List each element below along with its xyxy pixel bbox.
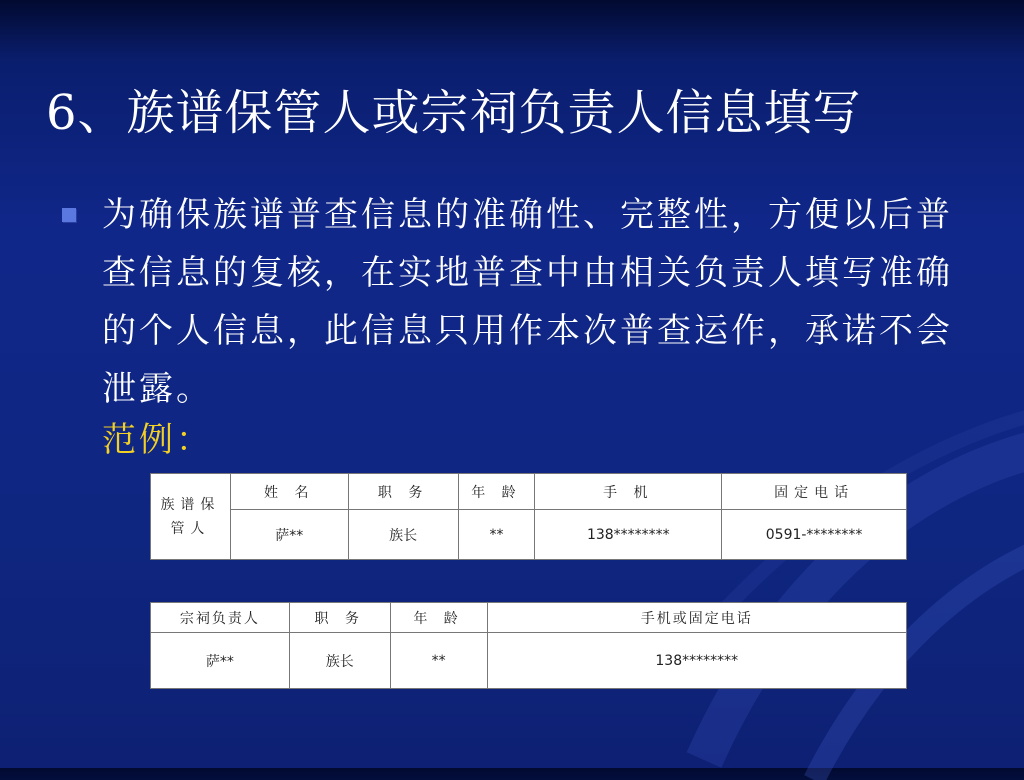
cell-phone: 138******** — [487, 633, 906, 689]
paragraph-text: 为确保族谱普查信息的准确性、完整性，方便以后普查信息的复核，在实地普查中由相关负责人填写准确的个人信息，此信息只用作本次普查运作，承诺不会泄露。 — [102, 195, 953, 409]
caretaker-info-table — [150, 473, 907, 560]
cell-position: 族长 — [289, 633, 390, 689]
row-label-caretaker — [151, 474, 231, 560]
cell-name: 萨** — [151, 633, 290, 689]
cell-age: ** — [390, 633, 487, 689]
header-age: 年 龄 — [458, 474, 535, 510]
header-phone: 手机或固定电话 — [487, 603, 906, 633]
cell-age: ** — [458, 510, 535, 560]
bullet-square-icon — [62, 208, 76, 222]
slide-title: 6、族谱保管人或宗祠负责人信息填写 — [46, 85, 862, 141]
example-label: 范例： — [102, 420, 213, 460]
header-landline: 固定电话 — [722, 474, 907, 510]
cell-position: 族长 — [348, 510, 458, 560]
decorative-swoosh — [664, 380, 1024, 780]
ancestral-hall-table — [150, 602, 907, 689]
header-name: 姓 名 — [230, 474, 348, 510]
row-label-line1: 族谱保 — [160, 496, 221, 513]
row-label-line2: 管人 — [170, 520, 211, 537]
cell-mobile: 138******** — [535, 510, 722, 560]
header-hall-person: 宗祠负责人 — [151, 603, 290, 633]
header-position: 职 务 — [289, 603, 390, 633]
cell-name: 萨** — [230, 510, 348, 560]
header-position: 职 务 — [348, 474, 458, 510]
header-age: 年 龄 — [390, 603, 487, 633]
bullet-paragraph — [62, 186, 972, 418]
header-mobile: 手 机 — [535, 474, 722, 510]
cell-landline: 0591-******** — [722, 510, 907, 560]
